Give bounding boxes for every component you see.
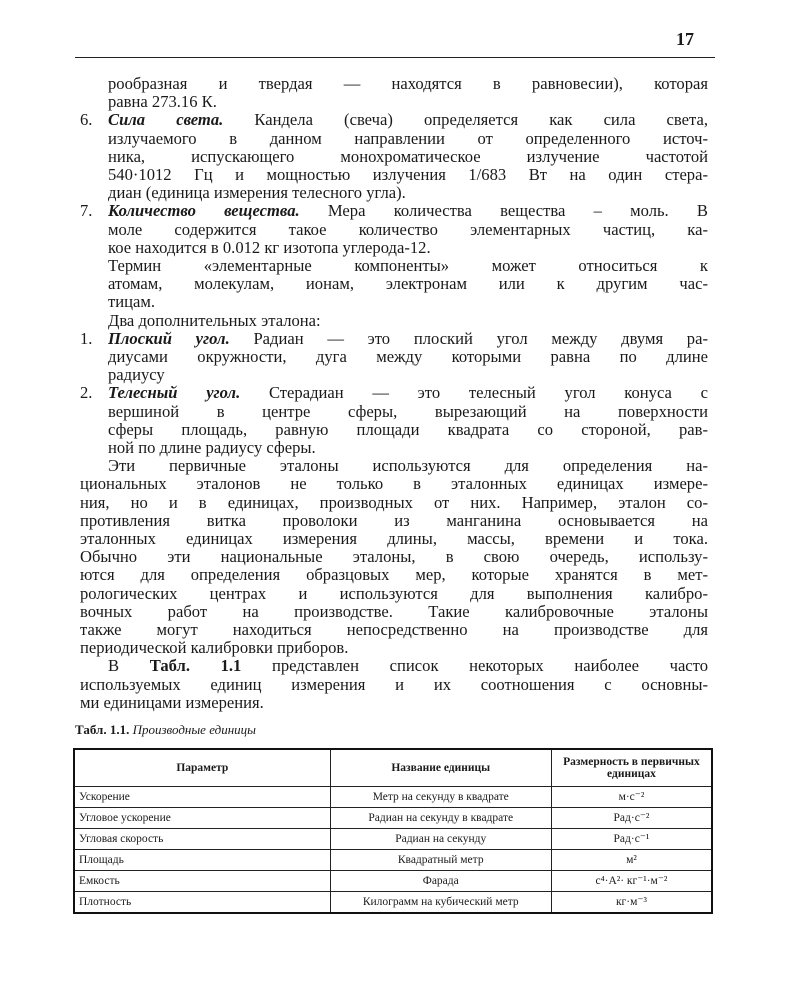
text-segment: излучаемого в данном направлении от определенного источ- <box>108 129 708 148</box>
text-line <box>80 621 708 639</box>
text-segment: кое находится в 0.012 кг изотопа углерода-12. <box>108 237 431 257</box>
text-segment: представлен список некоторых наиболее часто <box>241 657 708 676</box>
table-reference: Табл. 1.1 <box>149 657 242 676</box>
text-segment: 540·1012 Гц и мощностью излучения 1/683 Вт на один стера- <box>108 166 708 184</box>
text-segment: Два дополнительных эталона: <box>108 310 321 330</box>
cell-parameter: Плотность <box>74 892 330 914</box>
text-line <box>80 548 708 566</box>
text-segment: ника, испускающего монохроматическое излучение частотой <box>108 147 708 166</box>
cell-dimension: Рад·с⁻² <box>551 808 712 829</box>
cell-dimension: м² <box>551 850 712 871</box>
table-header-row <box>74 749 712 787</box>
text-segment: вершиной в центре сферы, вырезающий на поверхности <box>108 402 708 421</box>
list-number: 1. <box>80 328 93 348</box>
text-line <box>108 148 708 166</box>
text-line <box>80 585 708 603</box>
text-segment: ются для определения образцовых мер, которые хранятся в мет- <box>80 566 708 585</box>
text-line <box>108 93 708 111</box>
text-segment: диан (единица измерения телесного угла). <box>108 183 406 203</box>
text-segment: диусами окружности, дуга между которыми равна по длине <box>108 348 708 366</box>
text-line <box>108 221 708 239</box>
text-segment: ной по длине радиусу сферы. <box>108 438 316 457</box>
text-segment: тицам. <box>108 292 156 312</box>
text-line <box>108 293 708 311</box>
text-line <box>80 494 708 512</box>
text-line <box>108 239 708 257</box>
text-line <box>108 130 708 148</box>
text-line <box>108 202 708 220</box>
text-line <box>80 566 708 584</box>
text-line <box>108 439 708 457</box>
text-line <box>108 111 708 129</box>
text-line <box>108 457 708 475</box>
cell-unit-name: Килограмм на кубический метр <box>330 892 551 914</box>
cell-unit-name: Фарада <box>330 871 551 892</box>
table-caption-label: Табл. 1.1. <box>75 722 130 737</box>
text-line <box>108 257 708 275</box>
cell-dimension: кг·м⁻³ <box>551 892 712 914</box>
text-line <box>80 676 708 694</box>
text-line <box>80 530 708 548</box>
header-unit-name: Название единицы <box>330 749 551 787</box>
text-segment: также могут находиться непосредственно на производстве для <box>80 621 708 639</box>
text-line <box>108 184 708 202</box>
text-line <box>108 657 708 675</box>
cell-unit-name: Радиан на секунду <box>330 829 551 850</box>
header-dimension: Размерность в первичных единицах <box>551 749 712 787</box>
text-segment: ния, но и в единицах, производных от них. Например, эталон со- <box>80 493 708 512</box>
text-line <box>108 312 708 330</box>
table-row <box>74 787 712 808</box>
cell-dimension: с⁴·А²· кг⁻¹·м⁻² <box>551 871 712 892</box>
cell-unit-name: Метр на секунду в квадрате <box>330 787 551 808</box>
text-segment: рологических центрах и используются для выполнения калибро- <box>80 584 708 603</box>
cell-parameter: Угловая скорость <box>74 829 330 850</box>
text-segment: Эти первичные эталоны используются для определения на- <box>108 457 708 476</box>
text-segment: моле содержится такое количество элементарных частиц, ка- <box>108 220 708 239</box>
text-line <box>108 75 708 93</box>
text-segment: Мера количества вещества – моль. В <box>299 202 708 221</box>
text-line <box>108 421 708 439</box>
list-number: 2. <box>80 383 93 403</box>
text-segment: атомам, молекулам, ионам, электронам или к другим час- <box>108 275 708 294</box>
text-segment: В <box>108 657 150 676</box>
term-lead: Телесный угол. <box>108 384 241 403</box>
text-segment: радиусу <box>108 365 165 385</box>
table-row <box>74 871 712 892</box>
header-parameter: Параметр <box>74 749 330 787</box>
term-lead: Количество вещества. <box>108 202 300 221</box>
table-row <box>74 892 712 914</box>
cell-dimension: Рад·с⁻¹ <box>551 829 712 850</box>
text-segment: Термин «элементарные компоненты» может относиться к <box>108 257 708 275</box>
cell-parameter: Емкость <box>74 871 330 892</box>
list-number: 6. <box>80 110 93 130</box>
term-lead: Сила света. <box>108 111 224 130</box>
text-segment: периодической калибровки приборов. <box>80 638 349 658</box>
text-segment: Стерадиан — это телесный угол конуса с <box>240 384 708 403</box>
text-segment: сферы площадь, равную площади квадрата со стороной, рав- <box>108 420 708 439</box>
text-segment: Кандела (свеча) определяется как сила света, <box>223 111 708 130</box>
text-segment: Обычно эти национальные эталоны, в свою очередь, использу- <box>80 548 708 567</box>
cell-parameter: Площадь <box>74 850 330 871</box>
text-line <box>80 694 708 712</box>
cell-parameter: Ускорение <box>74 787 330 808</box>
text-line <box>108 330 708 348</box>
text-segment: противления витка проволоки из манганина основывается на <box>80 511 708 530</box>
text-line <box>108 366 708 384</box>
text-segment: циональных эталонов не только в эталонных единицах измере- <box>80 475 708 494</box>
derived-units-table <box>73 748 713 914</box>
table-row <box>74 850 712 871</box>
text-line <box>80 475 708 493</box>
page-number: 17 <box>676 29 694 49</box>
table-caption <box>75 722 256 738</box>
text-line <box>108 348 708 366</box>
term-lead: Плоский угол. <box>108 329 230 348</box>
text-line <box>108 403 708 421</box>
text-segment: используемых единиц измерения и их соотношения с основны- <box>80 675 708 694</box>
text-line <box>108 384 708 402</box>
text-segment: рообразная и твердая — находятся в равновесии), которая <box>108 75 708 93</box>
table-row <box>74 808 712 829</box>
cell-unit-name: Радиан на секунду в квадрате <box>330 808 551 829</box>
text-segment: равна 273.16 К. <box>108 92 217 112</box>
table-caption-title: Производные единицы <box>129 722 256 737</box>
cell-parameter: Угловое ускорение <box>74 808 330 829</box>
header-rule <box>75 57 715 58</box>
text-segment: эталонных единицах измерения длины, массы, времени и тока. <box>80 530 708 548</box>
text-segment: ми единицами измерения. <box>80 692 264 712</box>
text-line <box>80 512 708 530</box>
list-number: 7. <box>80 201 93 221</box>
cell-unit-name: Квадратный метр <box>330 850 551 871</box>
text-line <box>80 603 708 621</box>
text-line <box>80 639 708 657</box>
text-segment: Радиан — это плоский угол между двумя ра- <box>229 329 708 348</box>
text-line <box>108 166 708 184</box>
text-segment: вочных работ на производстве. Такие калибровочные эталоны <box>80 602 708 621</box>
text-line <box>108 275 708 293</box>
cell-dimension: м·с⁻² <box>551 787 712 808</box>
table-row <box>74 829 712 850</box>
